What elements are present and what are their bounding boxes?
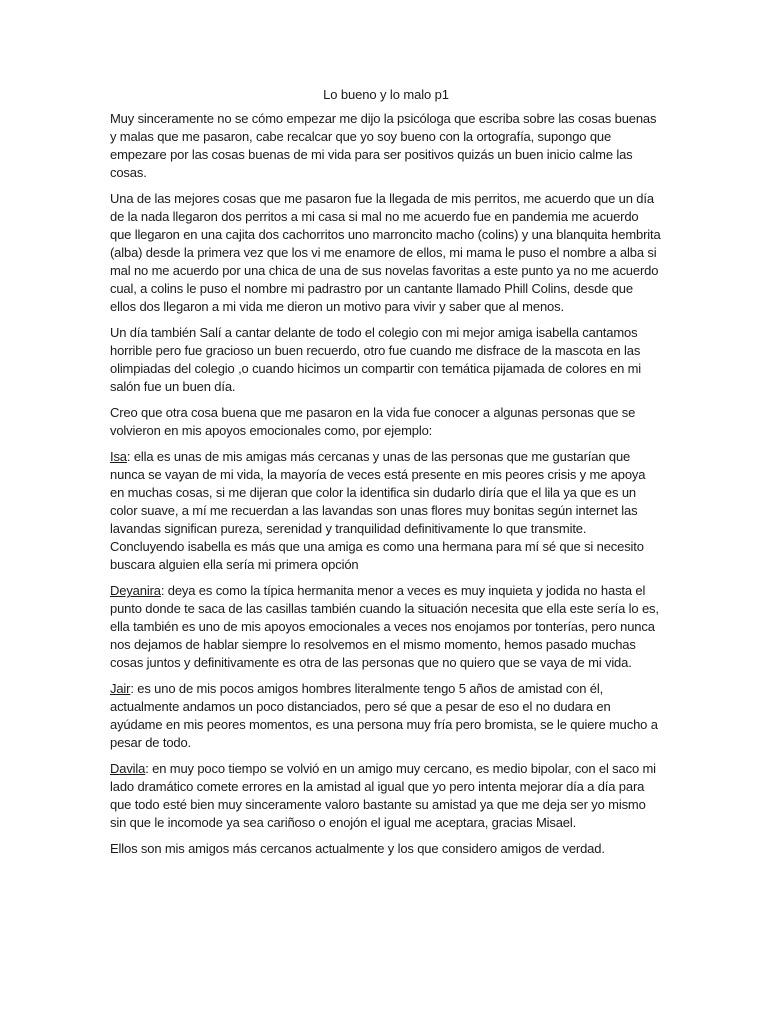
paragraph-school-memories: Un día también Salí a cantar delante de todo el colegio con mi mejor amiga isabella cantamos horrible pero fue gracioso un buen recuerdo, otro fue cuando me disfrace de la mascota en las olimpiadas del colegio ,o cuando hicimos un compartir con temática pijamada de colores en mi salón fue un buen día. <box>110 325 642 394</box>
paragraph-pets: Una de las mejores cosas que me pasaron fue la llegada de mis perritos, me acuerdo que un día de la nada llegaron dos perritos a mi casa si mal no me acuerdo fue en pandemia me acuerdo que llegaron en una cajita dos cachorritos uno marroncito macho (colins) y una blanquita hembrita (alba) desde la primera vez que los vi me enamore de ellos, mi mama le puso el nombre a alba si mal no me acuerdo por una chica de una de sus novelas favoritas a este punto ya no me acuerdo cual, a colins le puso el nombre mi padrastro por un cantante llamado Phill Colins, desde que ellos dos llegaron a mi vida me dieron un motivo para vivir y saber que al menos. <box>110 191 661 314</box>
friend-name-davila: Davila <box>110 761 146 776</box>
friend-text-jair: : es uno de mis pocos amigos hombres literalmente tengo 5 años de amistad con él, actualmente andamos un poco distanciados, pero sé que a pesar de eso el no dudara en ayúdame en mis peores momentos, es una persona muy fría pero bromista, se le quiere mucho a pesar de todo. <box>110 681 658 750</box>
friend-name-jair: Jair <box>110 681 131 696</box>
friend-text-davila: : en muy poco tiempo se volvió en un amigo muy cercano, es medio bipolar, con el saco mi lado dramático comete errores en la amistad al igual que yo pero intenta mejorar día a día para que todo esté bien muy sinceramente valoro bastante su amistad ya que me deja ser yo mismo sin que le incomode ya sea cariñoso o enojón el igual me aceptara, gracias Misael. <box>110 761 656 830</box>
document-title: Lo bueno y lo malo p1 <box>323 87 449 102</box>
friend-text-deyanira: : deya es como la típica hermanita menor a veces es muy inquieta y jodida no hasta el punto donde te saca de las casillas también cuando la situación necesita que ella este sería lo es, ella también es uno de mis apoyos emocionales a veces nos enojamos por tonterías, pero nunca nos dejamos de hablar siempre lo resolvemos en el mismo momento, hemos pasado muchas cosas juntos y definitivamente es otra de las personas que no quiero que se vaya de mi vida. <box>110 583 659 670</box>
friend-text-isa: : ella es unas de mis amigas más cercanas y unas de las personas que me gustarían que nunca se vayan de mi vida, la mayoría de veces está presente en mis peores crisis y me apoya en muchas cosas, si me dijeran que color la identifica sin dudarlo diría que el lila ya que es un color suave, a mí me recuerdan a las lavandas son unas flores muy bonitas según internet las lavandas significan pureza, serenidad y tranquilidad definitivamente lo que transmite. Concluyendo isabella es más que una amiga es como una hermana para mí sé que si necesito buscara alguien ella sería mi primera opción <box>110 449 646 572</box>
paragraph-friend-isa <box>110 448 662 574</box>
paragraph-intro: Muy sinceramente no se cómo empezar me dijo la psicóloga que escriba sobre las cosas buenas y malas que me pasaron, cabe recalcar que yo soy bueno con la ortografía, supongo que empezare por las cosas buenas de mi vida para ser positivos quizás un buen inicio calme las cosas. <box>110 111 657 180</box>
friend-name-deyanira: Deyanira <box>110 583 161 598</box>
paragraph-closing: Ellos son mis amigos más cercanos actualmente y los que considero amigos de verdad. <box>110 841 605 856</box>
paragraph-friend-deyanira <box>110 582 662 672</box>
paragraph-friend-jair <box>110 680 662 752</box>
document-body <box>110 86 662 866</box>
paragraph-support-people: Creo que otra cosa buena que me pasaron en la vida fue conocer a algunas personas que se volvieron en mis apoyos emocionales como, por ejemplo: <box>110 405 636 438</box>
friend-name-isa: Isa <box>110 449 127 464</box>
paragraph-friend-davila <box>110 760 662 832</box>
